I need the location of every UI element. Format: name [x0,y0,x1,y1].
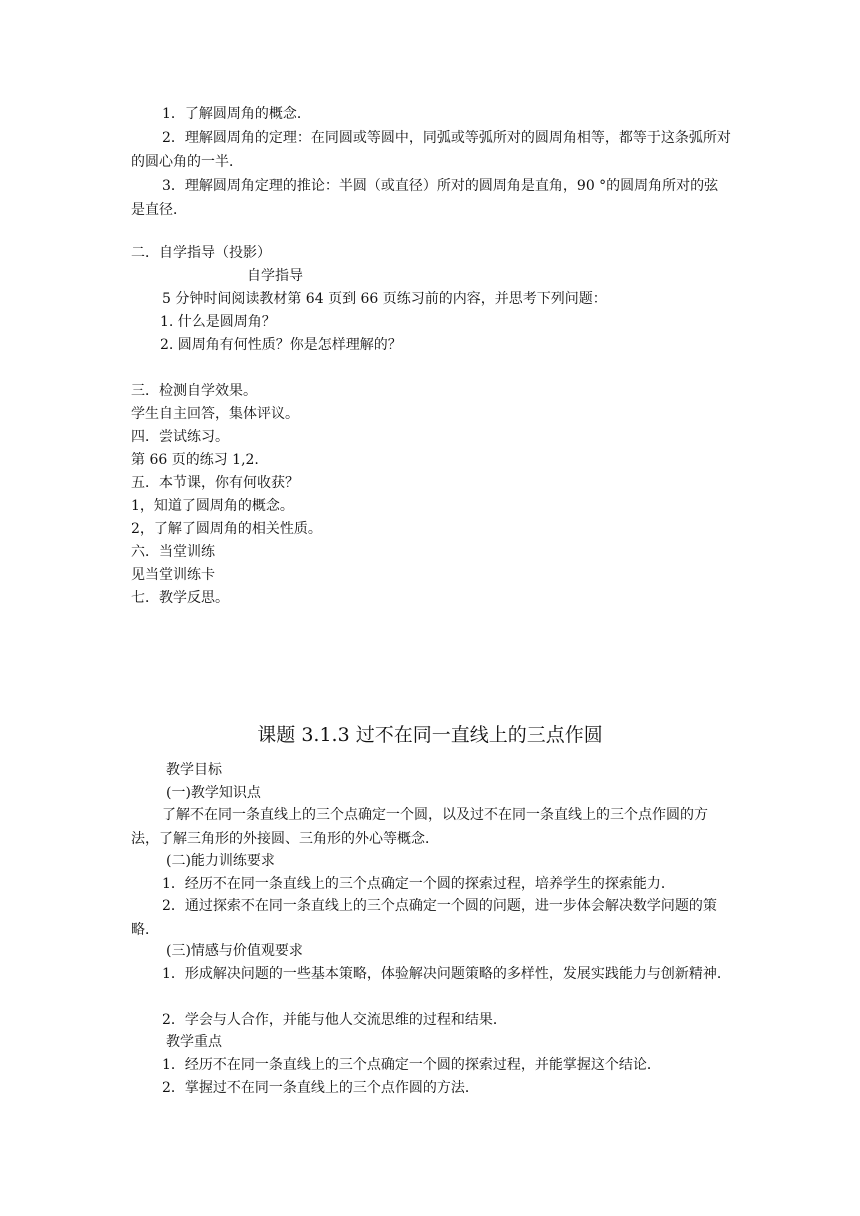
section-5-item-1: 1，知道了圆周角的概念。 [131,498,294,514]
ability-item-2: 2．通过探索不在同一条直线上的三个点确定一个圆的问题，进一步体会解决数学问题的策略． [131,898,717,938]
ability-item-1: 1．经历不在同一条直线上的三个点确定一个圆的探索过程，培养学生的探索能力． [162,876,675,892]
key-point-1: 1．经历不在同一条直线上的三个点确定一个圆的探索过程，并能掌握这个结论． [162,1057,661,1073]
section-5-item-2: 2，了解了圆周角的相关性质。 [131,521,322,537]
emotion-item-2: 2．学会与人合作，并能与他人交流思维的过程和结果． [162,1012,507,1028]
section-2-heading: 二．自学指导（投影） [131,245,271,261]
section-4-heading: 四．尝试练习。 [131,429,229,445]
section-2-subheading: 自学指导 [247,268,303,284]
emotion-heading: (三)情感与价值观要求 [166,943,303,959]
knowledge-heading: (一)教学知识点 [166,785,261,801]
lesson-title: 课题 3.1.3 过不在同一直线上的三点作圆 [257,724,603,746]
ability-heading: (二)能力训练要求 [166,853,275,869]
key-point-2: 2．掌握过不在同一条直线上的三个点作圆的方法． [162,1080,479,1096]
goals-heading: 教学目标 [166,762,222,778]
section-2-question-2: 2. 圆周角有何性质？你是怎样理解的？ [160,337,402,353]
section-4-text: 第 66 页的练习 1,2. [131,452,259,468]
section-6-heading: 六．当堂训练 [131,544,215,560]
section-6-text: 见当堂训练卡 [131,567,215,583]
knowledge-text: 了解不在同一条直线上的三个点确定一个圆，以及过不在同一条直线上的三个点作圆的方法，了解三角形的外接圆、三角形的外心等概念． [131,807,708,847]
section-2-question-1: 1. 什么是圆周角？ [160,314,276,330]
emotion-item-1: 1．形成解决问题的一些基本策略，体验解决问题策略的多样性，发展实践能力与创新精神． [162,966,731,982]
section-3-text: 学生自主回答，集体评议。 [131,406,299,422]
key-points-heading: 教学重点 [166,1034,222,1050]
section-5-heading: 五．本节课，你有何收获？ [131,475,299,491]
objective-2: 2．理解圆周角的定理：在同圆或等圆中，同弧或等弧所对的圆周角相等，都等于这条弧所对的圆心角的一半． [131,130,731,170]
objective-1: 1．了解圆周角的概念． [162,106,311,122]
objective-3: 3．理解圆周角定理的推论：半圆（或直径）所对的圆周角是直角，90 °的圆周角所对的弦是直径． [131,178,719,218]
section-3-heading: 三．检测自学效果。 [131,383,257,399]
section-2-intro: 5 分钟时间阅读教材第 64 页到 66 页练习前的内容，并思考下列问题： [162,291,607,307]
section-7-heading: 七．教学反思。 [131,590,229,606]
